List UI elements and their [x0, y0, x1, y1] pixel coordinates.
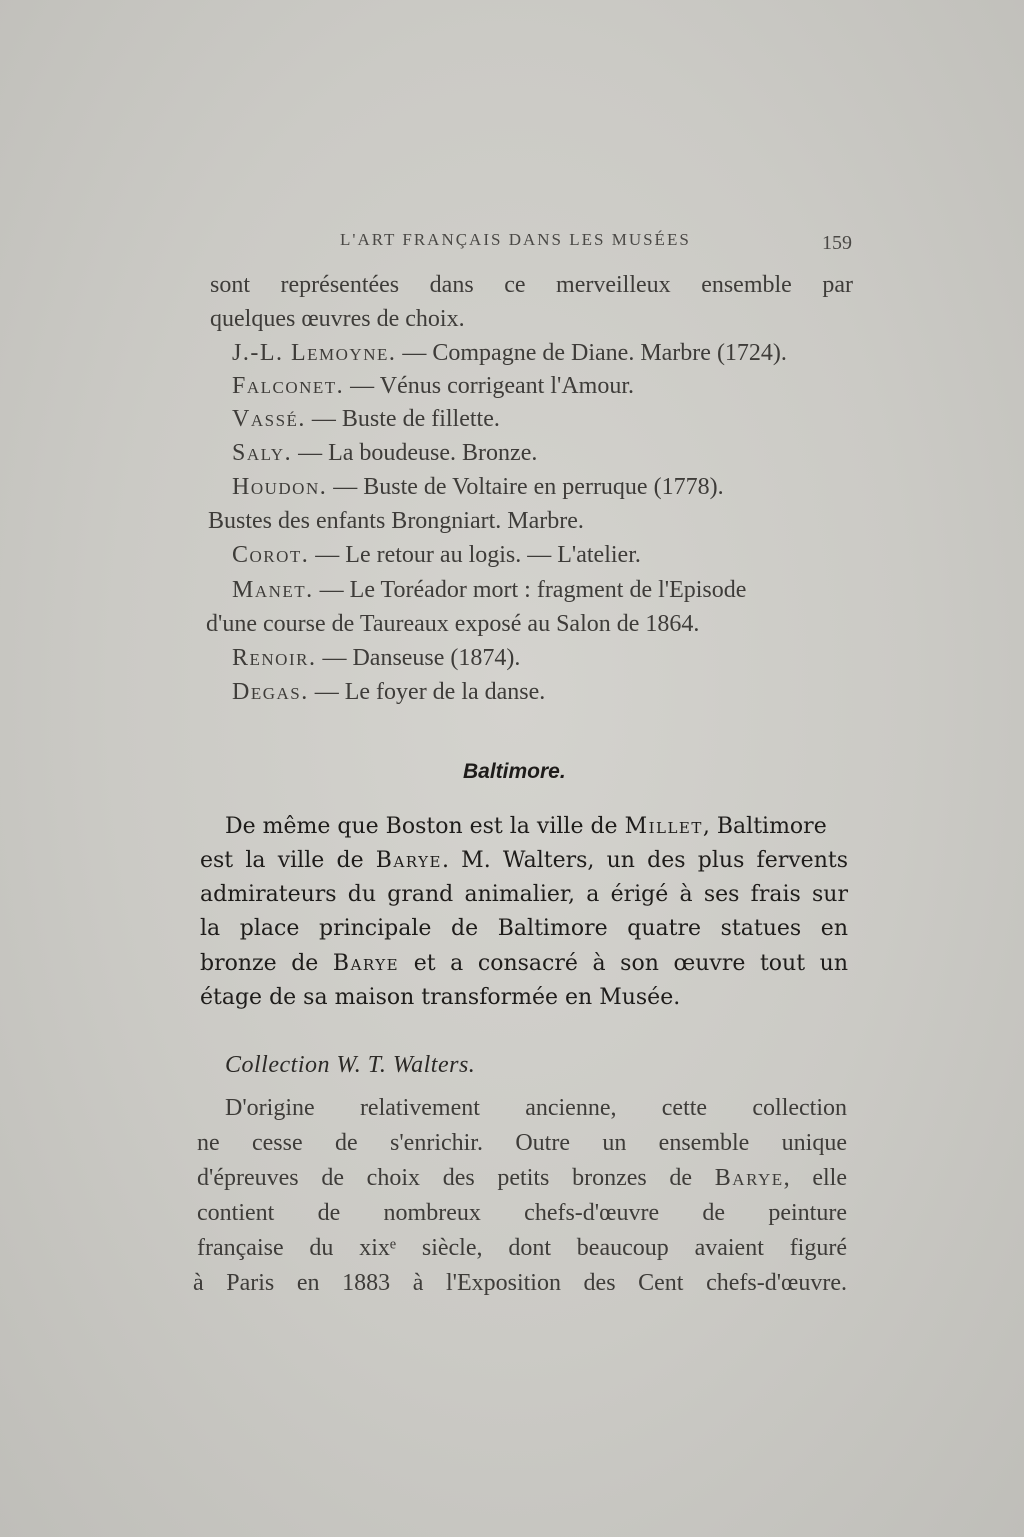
artist-name: Saly.: [232, 440, 293, 466]
work-entry: [232, 645, 520, 672]
work-title: — Buste de Voltaire en perruque (1778).: [327, 474, 724, 500]
artist-name: Houdon.: [232, 474, 328, 500]
work-entry: [232, 406, 500, 433]
work-entry: [232, 340, 787, 367]
work-title: — Le Toréador mort : fragment de l'Episode: [313, 577, 747, 603]
paragraph-line: à Paris en 1883 à l'Exposition des Cent chefs-d'œuvre.: [193, 1270, 847, 1296]
paragraph-line: admirateurs du grand animalier, a érigé à ses frais sur: [200, 882, 848, 907]
work-title: d'une course de Taureaux exposé au Salon de 1864.: [206, 611, 700, 637]
running-title: L'ART FRANÇAIS DANS LES MUSÉES: [340, 230, 691, 249]
work-title: — Buste de fillette.: [305, 406, 500, 432]
section-heading-walters: Collection W. T. Walters.: [225, 1052, 476, 1078]
work-title: Bustes des enfants Brongniart. Marbre.: [208, 508, 584, 534]
paragraph-line: d'épreuves de choix des petits bronzes de Barye, elle: [197, 1165, 847, 1191]
paragraph-line: française du xixᵉ siècle, dont beaucoup avaient figuré: [197, 1235, 847, 1261]
paragraph-line: est la ville de Barye. M. Walters, un des plus fervents: [200, 848, 848, 873]
artist-name: Renoir.: [232, 645, 317, 671]
work-title: — Le retour au logis. — L'atelier.: [309, 542, 641, 568]
work-entry: [232, 542, 641, 569]
paragraph-line: bronze de Barye et a consacré à son œuvre tout un: [200, 951, 848, 976]
artist-name: Falconet.: [232, 373, 345, 399]
section-heading-baltimore: Baltimore.: [463, 760, 566, 783]
work-entry: [232, 474, 724, 501]
work-entry: [232, 440, 537, 467]
work-title: — Vénus corrigeant l'Amour.: [344, 373, 634, 399]
work-title: — Danseuse (1874).: [316, 645, 521, 671]
page-number: 159: [822, 232, 852, 254]
paragraph-line: ne cesse de s'enrichir. Outre un ensemble unique: [197, 1130, 847, 1156]
paragraph-line: étage de sa maison transformée en Musée.: [200, 985, 681, 1010]
intro-line: quelques œuvres de choix.: [210, 306, 465, 332]
paragraph-line: contient de nombreux chefs-d'œuvre de peinture: [197, 1200, 847, 1226]
work-entry: [208, 508, 584, 535]
work-entry: [232, 373, 634, 400]
work-entry: [232, 577, 746, 604]
paragraph-line: D'origine relativement ancienne, cette collection: [225, 1095, 847, 1121]
work-title: — Compagne de Diane. Marbre (1724).: [396, 340, 787, 366]
work-title: — Le foyer de la danse.: [308, 679, 546, 705]
paragraph-line: la place principale de Baltimore quatre statues en: [200, 916, 848, 941]
artist-name: Manet.: [232, 577, 314, 603]
artist-name: Degas.: [232, 679, 309, 705]
artist-name: Corot.: [232, 542, 310, 568]
artist-name: Vassé.: [232, 406, 306, 432]
intro-line: sont représentées dans ce merveilleux ensemble par: [210, 272, 853, 298]
paragraph-line: De même que Boston est la ville de Millet, Baltimore: [225, 814, 827, 839]
work-title: — La boudeuse. Bronze.: [292, 440, 538, 466]
artist-name: J.-L. Lemoyne.: [232, 340, 397, 366]
work-entry: [206, 611, 699, 638]
work-entry: [232, 679, 545, 706]
